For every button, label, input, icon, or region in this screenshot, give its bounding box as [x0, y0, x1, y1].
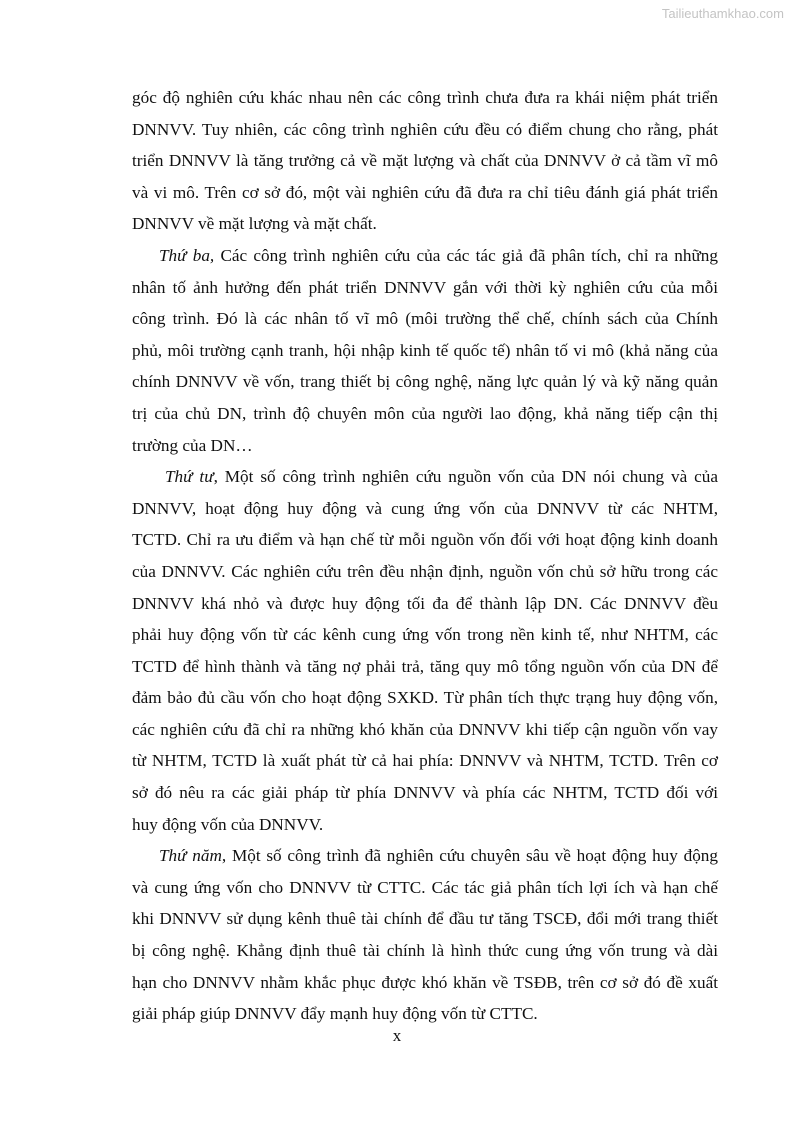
text-line: TCTD. Chỉ ra ưu điểm và hạn chế từ mỗi nguồn vốn đối với hoạt động kinh doanh — [132, 530, 718, 550]
document-body — [132, 82, 718, 1030]
text-line: khi DNNVV sử dụng kênh thuê tài chính để đầu tư tăng TSCĐ, đổi mới trang thiết — [132, 909, 718, 929]
text-line: TCTD để hình thành và tăng nợ phải trả, tăng quy mô tổng nguồn vốn của DN để — [132, 656, 718, 676]
text-line: và vi mô. Trên cơ sở đó, một vài nghiên cứu đã đưa ra chỉ tiêu đánh giá phát triển — [132, 182, 718, 202]
text-line: trị của chủ DN, trình độ chuyên môn của người lao động, khả năng tiếp cận thị — [132, 403, 718, 423]
paragraph-thu-tu — [132, 461, 718, 840]
text-line: DNNVV, hoạt động huy động và cung ứng vốn của DNNVV từ các NHTM, — [132, 498, 718, 518]
text-line: các nghiên cứu đã chỉ ra những khó khăn của DNNVV khi tiếp cận nguồn vốn vay — [132, 719, 718, 739]
page-number: x — [392, 1026, 402, 1045]
watermark-text: Tailieuthamkhao.com — [661, 6, 784, 21]
text-line: trường của DN… — [132, 435, 253, 455]
paragraph-thu-nam — [132, 840, 718, 1030]
text-line: sở đó nêu ra các giải pháp từ phía DNNVV và phía các NHTM, TCTD đối với — [132, 783, 718, 803]
text-line: phủ, môi trường cạnh tranh, hội nhập kinh tế quốc tế) nhân tố vi mô (khả năng của — [132, 340, 718, 360]
text-line: từ NHTM, TCTD là xuất phát từ cả hai phía: DNNVV và NHTM, TCTD. Trên cơ — [132, 751, 718, 771]
paragraph-lead: Thứ tư — [165, 467, 214, 487]
text-line: DNNVV. Tuy nhiên, các công trình nghiên cứu đều có điểm chung cho rằng, phát — [132, 119, 718, 139]
paragraph-1 — [132, 82, 718, 240]
text-line: chính DNNVV về vốn, trang thiết bị công nghệ, năng lực quản lý và kỹ năng quản — [132, 372, 718, 392]
text-line — [132, 240, 718, 272]
text-line: công trình. Đó là các nhân tố vĩ mô (môi trường thể chế, chính sách của Chính — [132, 309, 718, 329]
text-fragment: , Một số công trình đã nghiên cứu chuyên sâu về hoạt động huy động — [221, 846, 718, 866]
text-line: và cung ứng vốn cho DNNVV từ CTTC. Các tác giả phân tích lợi ích và hạn chế — [132, 877, 718, 897]
text-line: giải pháp giúp DNNVV đẩy mạnh huy động vốn từ CTTC. — [132, 1004, 538, 1024]
text-line: DNNVV về mặt lượng và mặt chất. — [132, 214, 377, 234]
text-line: góc độ nghiên cứu khác nhau nên các công trình chưa đưa ra khái niệm phát triển — [132, 88, 718, 107]
text-line: triển DNNVV là tăng trưởng cả về mặt lượng và chất của DNNVV ở cả tầm vĩ mô — [132, 151, 718, 171]
text-line: DNNVV khá nhỏ và được huy động tối đa để thành lập DN. Các DNNVV đều — [132, 593, 718, 613]
text-line: phải huy động vốn từ các kênh cung ứng vốn trong nền kinh tế, như NHTM, các — [132, 625, 718, 645]
text-line: đảm bảo đủ cầu vốn cho hoạt động SXKD. Từ phân tích thực trạng huy động vốn, — [132, 688, 718, 708]
text-line — [132, 461, 718, 493]
text-line: của DNNVV. Các nghiên cứu trên đều nhận định, nguồn vốn chủ sở hữu trong các — [132, 561, 718, 581]
paragraph-lead: Thứ năm — [159, 846, 222, 866]
text-line — [132, 840, 718, 872]
paragraph-lead: Thứ ba, — [159, 245, 215, 265]
text-line: nhân tố ảnh hưởng đến phát triển DNNVV gắn với thời kỳ nghiên cứu của mỗi — [132, 277, 718, 297]
text-line: bị công nghệ. Khẳng định thuê tài chính là hình thức cung ứng vốn trung và dài — [132, 941, 718, 961]
text-line: hạn cho DNNVV nhằm khắc phục được khó khăn về TSĐB, trên cơ sở đó đề xuất — [132, 972, 718, 992]
text-fragment: , Một số công trình nghiên cứu nguồn vốn của DN nói chung và của — [213, 467, 718, 487]
paragraph-thu-ba — [132, 240, 718, 461]
text-line: huy động vốn của DNNVV. — [132, 814, 324, 834]
text-fragment: Các công trình nghiên cứu của các tác giả đã phân tích, chỉ ra những — [214, 245, 718, 265]
